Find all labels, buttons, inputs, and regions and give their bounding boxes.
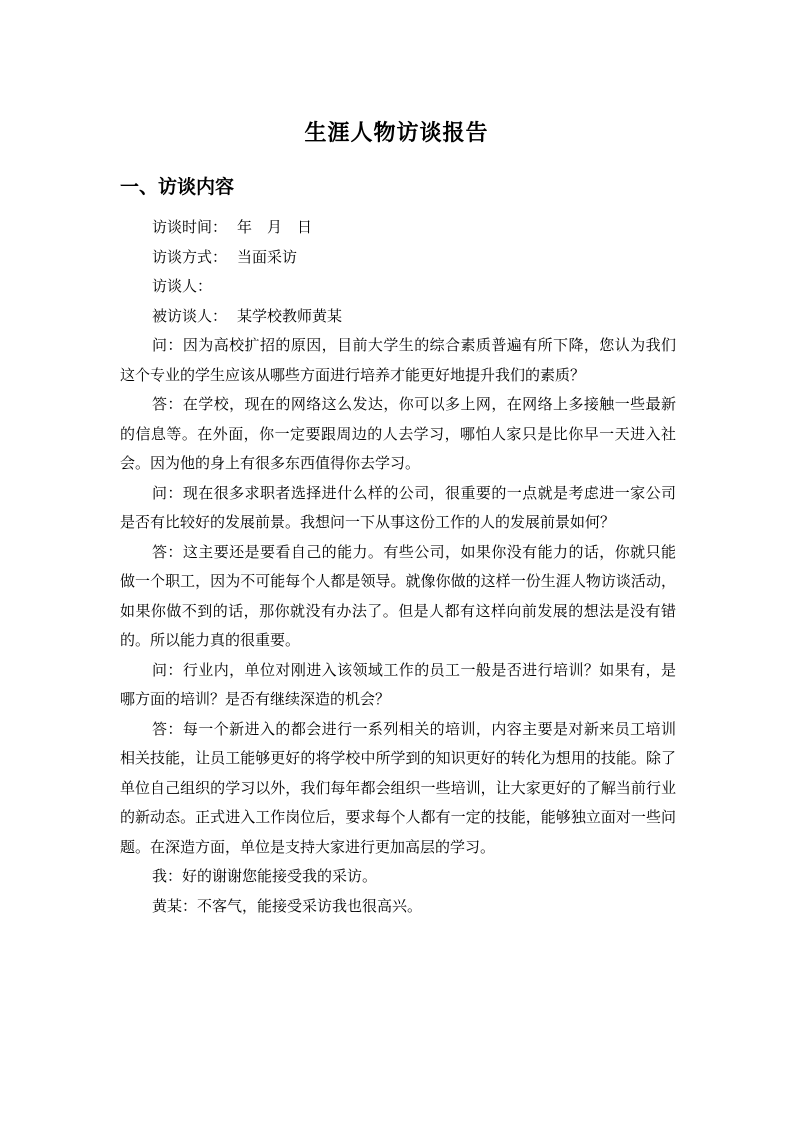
paragraph-closing-thanks: 我：好的谢谢您能接受我的采访。 (152, 867, 378, 885)
interview-method-value: 当面采访 (237, 247, 298, 266)
paragraph-answer-3: 答：每一个新进入的都会进行一系列相关的培训，内容主要是对新来员工培训相关技能，让员工能够更好的将学校中所学到的知识更好的转化为想用的技能。除了单位自己组织的学习以外，我们每年都会组织一些培训，让大家更好的了解当前行业的新动态。正式进入工作岗位后，要求每个人都有一定的技能，能够独立面对一些问题。在深造方面，单位是支持大家进行更加高层的学习。 (120, 719, 676, 856)
document-title: 生涯人物访谈报告 (304, 121, 489, 146)
section-heading: 一、访谈内容 (120, 176, 235, 198)
paragraph-closing-reply: 黄某：不客气，能接受采访我也很高兴。 (152, 896, 423, 915)
interviewee-line (120, 302, 676, 332)
document-body (120, 213, 676, 921)
paragraph-answer-2: 答：这主要还是要看自己的能力。有些公司，如果你没有能力的话，你就只能做一个职工，因为不可能每个人都是领导。就像你做的这样一份生涯人物访谈活动，如果你做不到的话，那你就没有办法了。但是人都有这样向前发展的想法是没有错的。所以能力真的很重要。 (120, 542, 676, 649)
interviewee-value: 某学校教师黄某 (237, 306, 343, 325)
interview-time-label: 访谈时间： (152, 218, 228, 236)
paragraph-question-3: 问：行业内，单位对刚进入该领域工作的员工一般是否进行培训？如果有，是哪方面的培训？是否有继续深造的机会？ (120, 660, 676, 708)
interviewee-label: 被访谈人： (152, 306, 228, 325)
interview-method-line (120, 243, 676, 273)
paragraph-question-1: 问：因为高校扩招的原因，目前大学生的综合素质普遍有所下降，您认为我们这个专业的学生应该从哪些方面进行培养才能更好地提升我们的素质？ (120, 336, 676, 384)
paragraph-answer-1: 答：在学校，现在的网络这么发达，你可以多上网，在网络上多接触一些最新的信息等。在外面，你一定要跟周边的人去学习，哪怕人家只是比你早一天进入社会。因为他的身上有很多东西值得你去学习。 (120, 395, 676, 472)
paragraph-question-2: 问：现在很多求职者选择进什么样的公司，很重要的一点就是考虑进一家公司是否有比较好的发展前景。我想问一下从事这份工作的人的发展前景如何？ (120, 483, 676, 531)
interviewer-label: 访谈人： (152, 277, 213, 295)
interviewer-line (120, 272, 676, 302)
interview-time-value: 年 月 日 (237, 218, 313, 236)
interview-method-label: 访谈方式： (152, 247, 228, 266)
interview-time-line (120, 213, 676, 243)
